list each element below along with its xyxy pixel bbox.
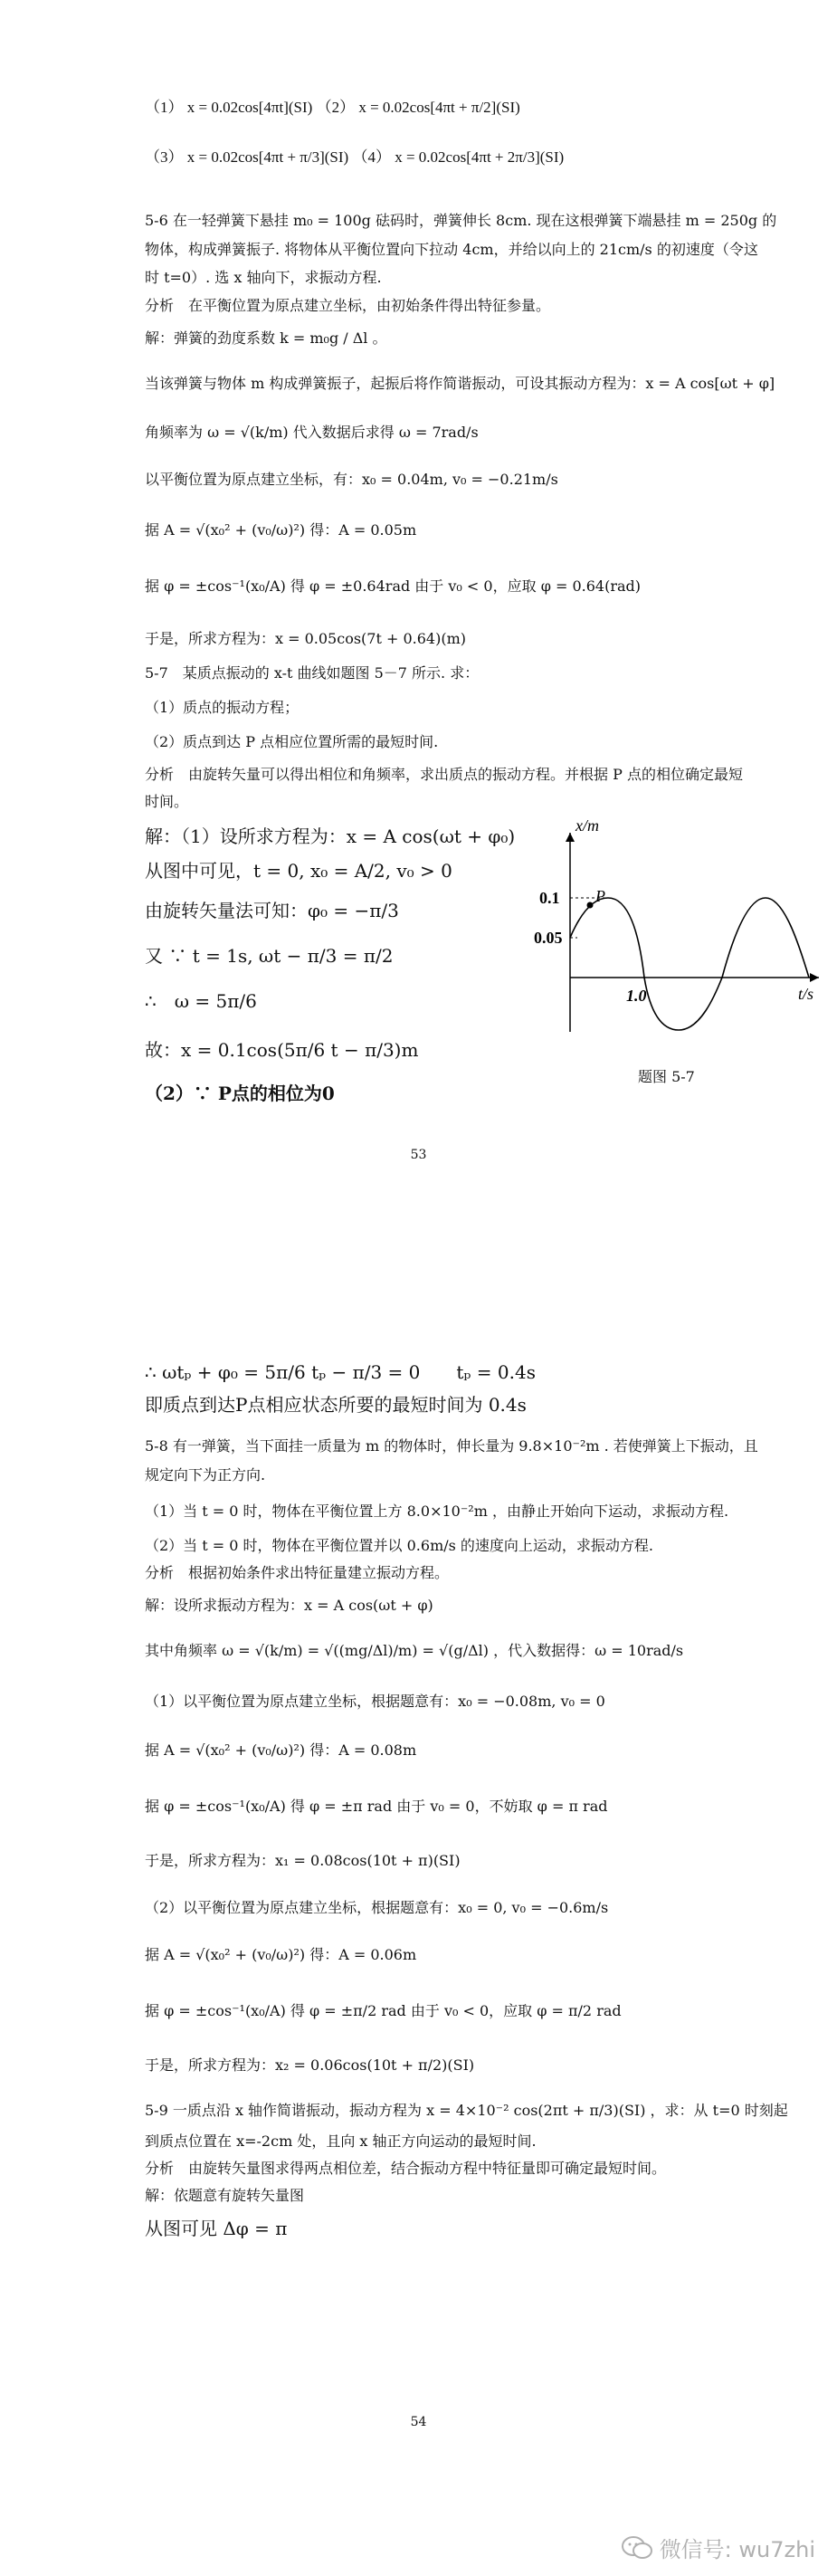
- analysis-line: 分析 由旋转矢量图求得两点相位差，结合振动方程中特征量即可确定最短时间。: [145, 2160, 667, 2177]
- text-line: 由旋转矢量法可知：φ₀ = −π/3: [145, 900, 399, 921]
- figure-5-7: [534, 815, 823, 1050]
- text-line: 规定向下为正方向.: [145, 1466, 266, 1484]
- text-line: ∴ ω = 5π/6: [145, 990, 257, 1012]
- text-line: （1）质点的振动方程；: [145, 699, 300, 716]
- text-line: 据 φ = ±cos⁻¹(x₀/A) 得 φ = ±π/2 rad 由于 v₀ < 0，应取 φ = π/2 rad: [145, 2002, 622, 2019]
- point-p-label: P: [595, 887, 605, 905]
- text-line: 故：x = 0.1cos(5π/6 t − π/3)m: [145, 1039, 419, 1061]
- text-line: ∴ ωtₚ + φ₀ = 5π/6 tₚ − π/3 = 0 tₚ = 0.4s: [145, 1361, 536, 1383]
- text-line: 于是，所求方程为：x = 0.05cos(7t + 0.64)(m): [145, 630, 466, 647]
- analysis-line: 分析 根据初始条件求出特征量建立振动方程。: [145, 1564, 450, 1581]
- solution-line: 解：弹簧的劲度系数 k = m₀g / Δl 。: [145, 329, 387, 347]
- text-line: 以平衡位置为原点建立坐标，有：x₀ = 0.04m, v₀ = −0.21m/s: [145, 471, 558, 488]
- text-line: 据 A = √(x₀² + (v₀/ω)²) 得：A = 0.05m: [145, 521, 417, 539]
- text-line: 据 φ = ±cos⁻¹(x₀/A) 得 φ = ±π rad 由于 v₀ = 0，不妨取 φ = π rad: [145, 1798, 608, 1815]
- problem-heading: 5-7 某质点振动的 x-t 曲线如题图 5－7 所示. 求：: [145, 664, 480, 682]
- text-line: （2）当 t = 0 时，物体在平衡位置并以 0.6m/s 的速度向上运动，求振动方程.: [145, 1537, 654, 1554]
- text-line: （2）质点到达 P 点相应位置所需的最短时间.: [145, 733, 439, 750]
- solution-line: 解：依题意有旋转矢量图: [145, 2187, 305, 2204]
- text-line: 又 ∵ t = 1s, ωt − π/3 = π/2: [145, 945, 394, 967]
- figure-caption: 题图 5-7: [638, 1068, 695, 1085]
- text-line: （1） x = 0.02cos[4πt](SI) （2） x = 0.02cos[4πt + π/2](SI): [145, 99, 520, 116]
- text-line: 据 φ = ±cos⁻¹(x₀/A) 得 φ = ±0.64rad 由于 v₀ < 0，应取 φ = 0.64(rad): [145, 577, 642, 595]
- page-54: [0, 1267, 837, 2576]
- x-axis-label: t/s: [798, 985, 814, 1003]
- text-line: 据 A = √(x₀² + (v₀/ω)²) 得：A = 0.06m: [145, 1946, 417, 1963]
- text-line: 其中角频率 ω = √(k/m) = √((mg/Δl)/m) = √(g/Δl) ，代入数据得：ω = 10rad/s: [145, 1642, 684, 1659]
- wechat-icon: [622, 2535, 652, 2561]
- tick-1-0: 1.0: [626, 987, 647, 1005]
- sine-curve: [570, 898, 809, 1030]
- analysis-line: 分析 由旋转矢量可以得出相位和角频率，求出质点的振动方程。并根据 P 点的相位确定最短: [145, 766, 743, 783]
- solution-line: 解：设所求振动方程为：x = A cos(ωt + φ): [145, 1597, 433, 1614]
- text-line: （2）∵ P点的相位为0: [145, 1083, 335, 1104]
- text-line: 据 A = √(x₀² + (v₀/ω)²) 得：A = 0.08m: [145, 1741, 417, 1759]
- page-number: 54: [410, 2415, 427, 2429]
- text-line: 到质点位置在 x=-2cm 处，且向 x 轴正方向运动的最短时间.: [145, 2132, 537, 2150]
- solution-line: 解：（1）设所求方程为：x = A cos(ωt + φ₀): [145, 825, 516, 847]
- text-line: 物体，构成弹簧振子. 将物体从平衡位置向下拉动 4cm，并给以向上的 21cm/s 的初速度（令这: [145, 241, 758, 258]
- text-line: 时 t=0）. 选 x 轴向下，求振动方程.: [145, 269, 382, 286]
- problem-heading: 5-9 一质点沿 x 轴作简谐振动，振动方程为 x = 4×10⁻² cos(2πt + π/3)(SI) ，求：从 t=0 时刻起: [145, 2102, 788, 2119]
- text-line: 角频率为 ω = √(k/m) 代入数据后求得 ω = 7rad/s: [145, 424, 479, 441]
- text-line: （2）以平衡位置为原点建立坐标，根据题意有：x₀ = 0, v₀ = −0.6m/s: [145, 1899, 609, 1916]
- x-t-curve-figure: [534, 815, 823, 1050]
- page-number: 53: [410, 1148, 427, 1162]
- tick-0-05: 0.05: [534, 929, 563, 947]
- x-axis-arrow: [810, 973, 819, 982]
- analysis-line: 时间。: [145, 793, 189, 810]
- text-line: 当该弹簧与物体 m 构成弹簧振子，起振后将作简谐振动，可设其振动方程为：x = A cos[ωt + φ]: [145, 375, 775, 392]
- tick-0-1: 0.1: [539, 889, 560, 907]
- text-line: （3） x = 0.02cos[4πt + π/3](SI) （4） x = 0.02cos[4πt + 2π/3](SI): [145, 148, 565, 166]
- wechat-watermark: [622, 2532, 815, 2563]
- page-53: [0, 0, 837, 1168]
- y-axis-arrow: [566, 833, 575, 842]
- text-line: 从图中可见，t = 0, x₀ = A/2, v₀ > 0: [145, 860, 452, 882]
- text-line: （1）当 t = 0 时，物体在平衡位置上方 8.0×10⁻²m ，由静止开始向下运动，求振动方程.: [145, 1503, 729, 1520]
- text-line: 5-6 在一轻弹簧下悬挂 m₀ = 100g 砝码时，弹簧伸长 8cm. 现在这根弹簧下端悬挂 m = 250g 的: [145, 212, 777, 229]
- text-line: 从图可见 Δφ = π: [145, 2218, 288, 2239]
- analysis-line: 分析 在平衡位置为原点建立坐标，由初始条件得出特征参量。: [145, 297, 551, 314]
- text-line: 于是，所求方程为：x₂ = 0.06cos(10t + π/2)(SI): [145, 2056, 475, 2074]
- text-line: 于是，所求方程为：x₁ = 0.08cos(10t + π)(SI): [145, 1852, 461, 1869]
- text-line: 即质点到达P点相应状态所要的最短时间为 0.4s: [145, 1394, 527, 1416]
- problem-heading: 5-8 有一弹簧，当下面挂一质量为 m 的物体时，伸长量为 9.8×10⁻²m . 若使弹簧上下振动，且: [145, 1437, 758, 1455]
- text-line: （1）以平衡位置为原点建立坐标，根据题意有：x₀ = −0.08m, v₀ = 0: [145, 1693, 605, 1710]
- watermark-text: 微信号: wu7zhi: [659, 2537, 815, 2562]
- y-axis-label: x/m: [575, 816, 599, 835]
- point-p: [587, 902, 594, 909]
